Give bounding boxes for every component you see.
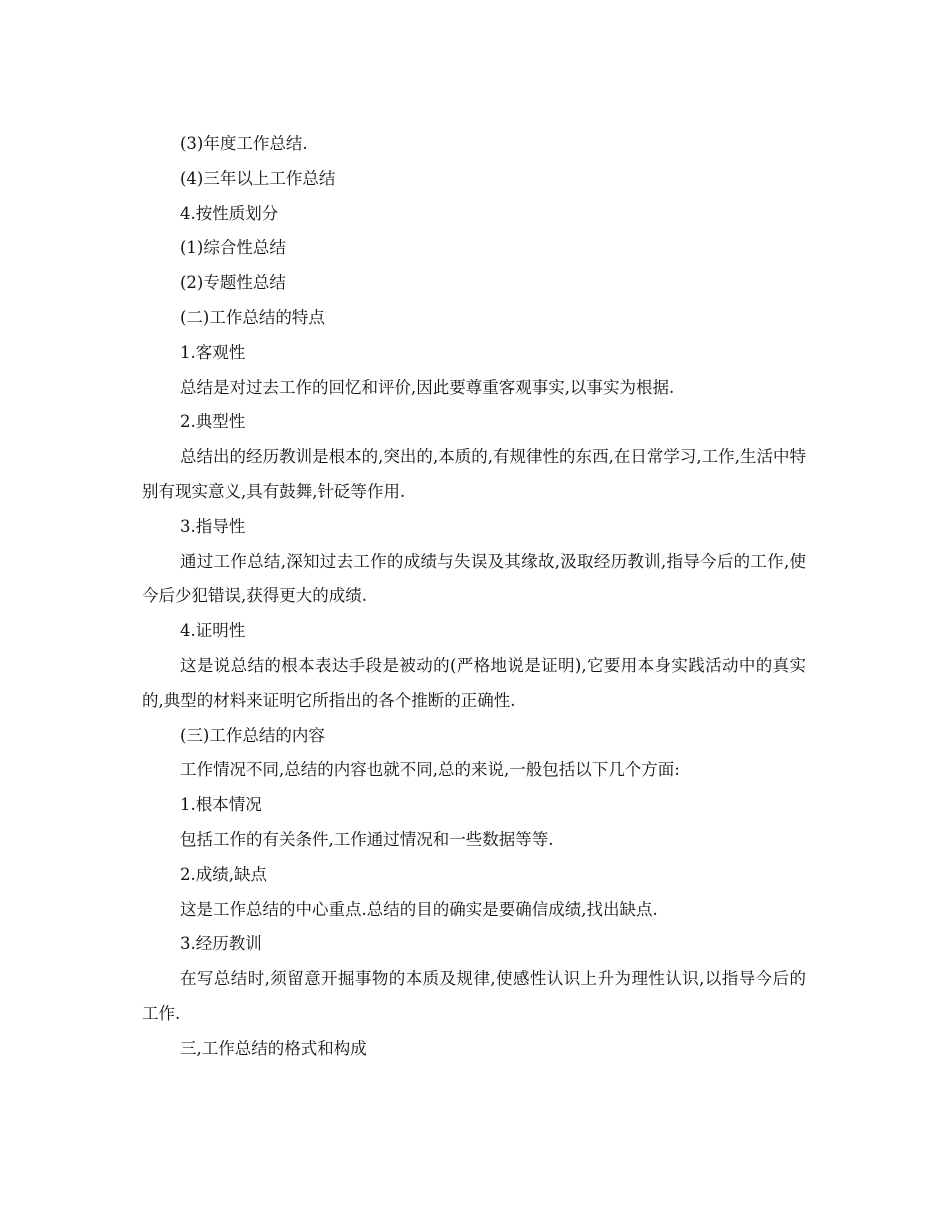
- paragraph-20: 这是工作总结的中心重点.总结的目的确实是要确信成绩,找出缺点.: [180, 899, 658, 919]
- section-heading-format: 三,工作总结的格式和构成: [180, 1038, 367, 1058]
- section-heading-content: (三)工作总结的内容: [180, 725, 325, 745]
- paragraph-1: (3)年度工作总结.: [180, 134, 308, 153]
- paragraph-3: 4.按性质划分: [180, 203, 279, 223]
- paragraph-10: 总结出的经历教训是根本的,突出的,本质的,有规律性的东西,在日常学习,工作,生活中特别有现实意义,具有鼓舞,针砭等作用.: [142, 447, 806, 501]
- paragraph-18: 包括工作的有关条件,工作通过情况和一些数据等等.: [180, 829, 554, 849]
- paragraph-2: (4)三年以上工作总结: [180, 168, 336, 188]
- paragraph-22: 在写总结时,须留意开掘事物的本质及规律,使感性认识上升为理性认识,以指导今后的工作.: [142, 969, 806, 1023]
- paragraph-13: 4.证明性: [180, 621, 246, 641]
- document-body: [142, 127, 806, 1067]
- paragraph-11: 3.指导性: [180, 516, 246, 536]
- paragraph-21: 3.经历教训: [180, 934, 262, 954]
- paragraph-7: 1.客观性: [180, 342, 246, 362]
- paragraph-17: 1.根本情况: [180, 795, 262, 815]
- paragraph-4: (1)综合性总结: [180, 238, 286, 258]
- paragraph-16: 工作情况不同,总结的内容也就不同,总的来说,一般包括以下几个方面:: [180, 760, 680, 780]
- paragraph-12: 通过工作总结,深知过去工作的成绩与失误及其缘故,汲取经历教训,指导今后的工作,使今后少犯错误,获得更大的成绩.: [142, 551, 806, 606]
- section-heading-features: (二)工作总结的特点: [180, 307, 325, 327]
- paragraph-8: 总结是对过去工作的回忆和评价,因此要尊重客观事实,以事实为根据.: [180, 377, 675, 397]
- paragraph-19: 2.成绩,缺点: [180, 864, 267, 884]
- paragraph-14: 这是说总结的根本表达手段是被动的(严格地说是证明),它要用本身实践活动中的真实的,典型的材料来证明它所指出的各个推断的正确性.: [142, 655, 806, 710]
- paragraph-9: 2.典型性: [180, 412, 246, 432]
- paragraph-5: (2)专题性总结: [180, 273, 286, 293]
